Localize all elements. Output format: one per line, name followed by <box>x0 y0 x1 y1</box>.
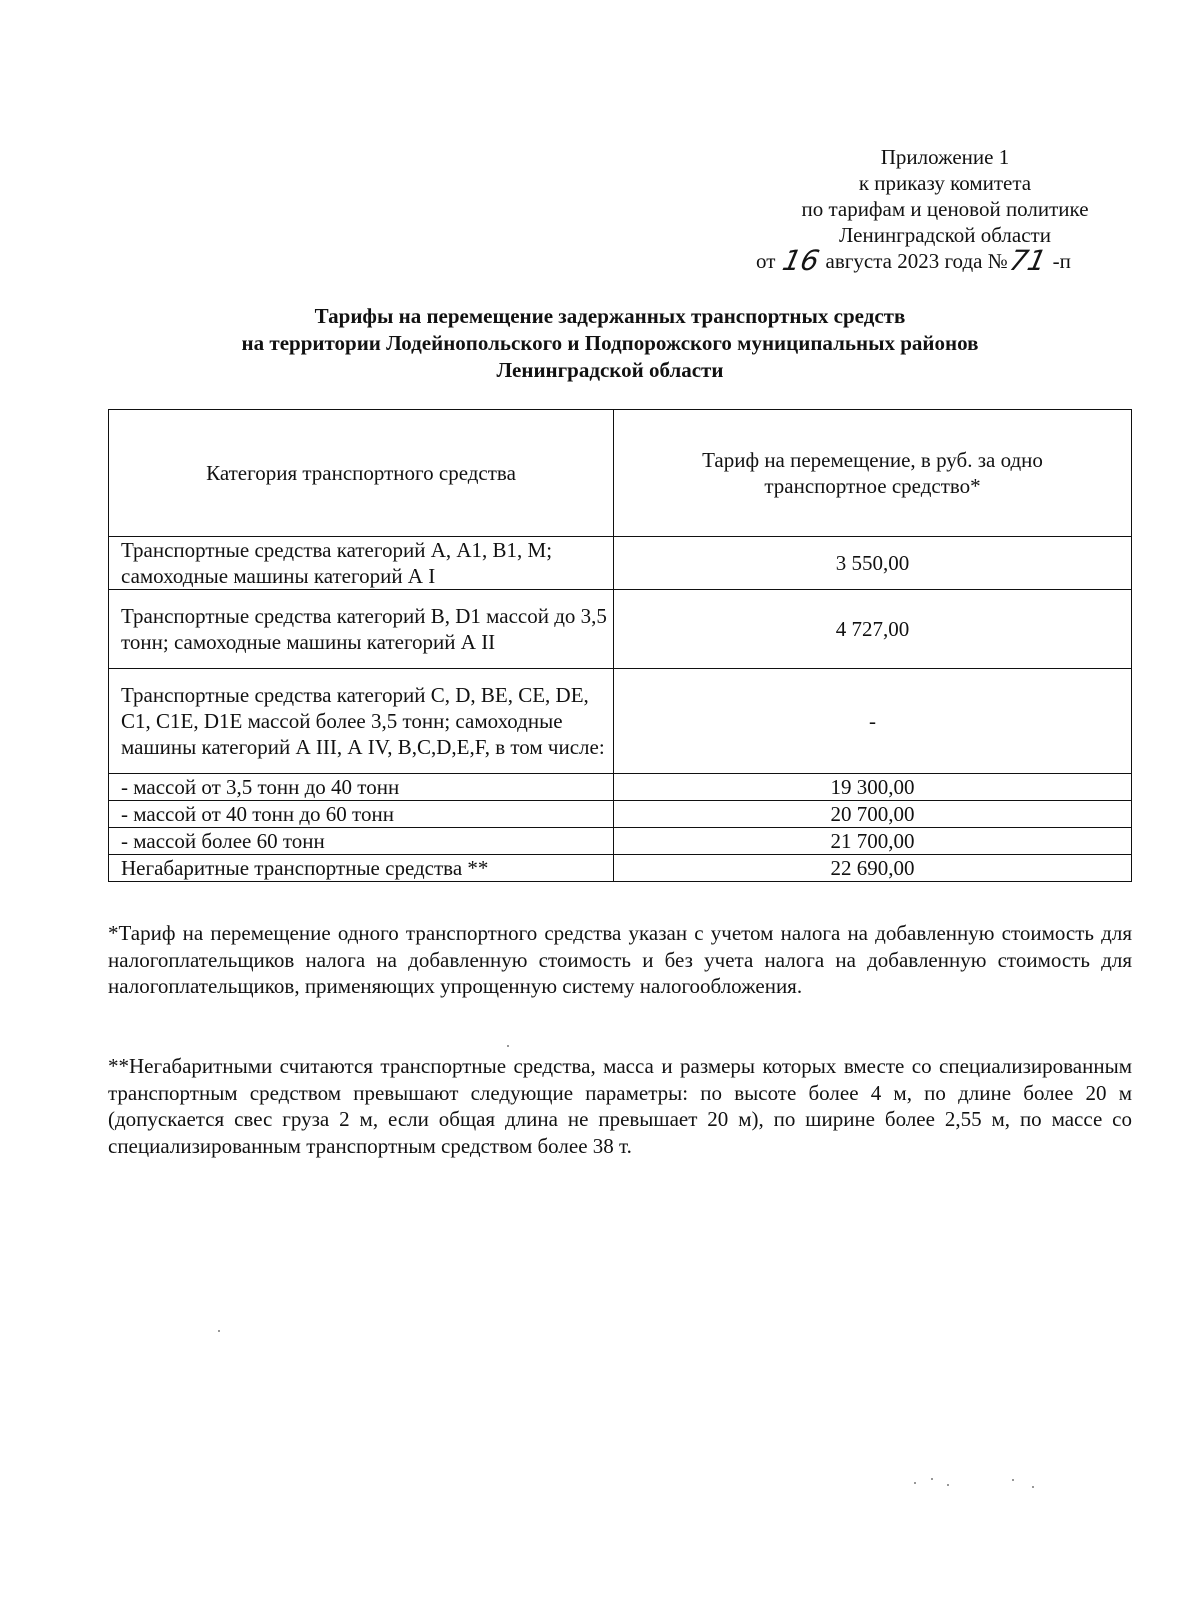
row-category: Транспортные средства категорий А, А1, В1, М; самоходные машины категорий А I <box>109 537 614 590</box>
scan-speck <box>218 1330 220 1332</box>
table-header-row <box>109 410 1132 537</box>
row-tariff: 4 727,00 <box>614 590 1132 669</box>
row-category: Транспортные средства категорий В, D1 массой до 3,5 тонн; самоходные машины категорий А II <box>109 590 614 669</box>
row-tariff: 3 550,00 <box>614 537 1132 590</box>
row-tariff: 21 700,00 <box>614 828 1132 855</box>
order-date-number <box>756 244 1130 277</box>
table-row <box>109 537 1132 590</box>
scan-speck <box>931 1478 933 1480</box>
scan-speck <box>914 1482 916 1484</box>
tariff-table <box>108 409 1132 882</box>
appendix-reference: к приказу комитета <box>858 171 1032 195</box>
row-category: Транспортные средства категорий С, D, ВЕ, СЕ, DE, C1, C1E, D1E массой более 3,5 тонн; самоходные машины категорий А III, А IV, В,С,D,Е,F, в том числе: <box>109 669 614 774</box>
table-row <box>109 774 1132 801</box>
scan-speck <box>507 1045 509 1047</box>
scan-speck <box>1012 1479 1014 1481</box>
row-tariff: 19 300,00 <box>614 774 1132 801</box>
appendix-title: Приложение 1 <box>880 145 1010 169</box>
appendix-header <box>756 144 1130 277</box>
footnote-oversize: **Негабаритными считаются транспортные средства, масса и размеры которых вместе со специализированным транспортным средством превышают следующие параметры: по высоте более 4 м, по длине более 20 м (допускается свес груза 2 м, если общая длина не превышает 20 м), по ширине более 2,55 м, по массе со специализированным транспортным средством более 38 т. <box>108 1054 1132 1158</box>
title-line-1: Тарифы на перемещение задержанных транспортных средств <box>314 304 906 328</box>
row-category: - массой от 3,5 тонн до 40 тонн <box>109 774 614 801</box>
appendix-committee: по тарифам и ценовой политике <box>801 197 1089 221</box>
order-prefix: от <box>756 249 776 273</box>
scan-speck <box>1032 1486 1034 1488</box>
table-row <box>109 590 1132 669</box>
appendix-region: Ленинградской области <box>839 223 1051 247</box>
table-row <box>109 801 1132 828</box>
table-row <box>109 855 1132 882</box>
order-month-year: августа 2023 года № <box>825 249 1008 273</box>
handwritten-number: 71 <box>1006 244 1050 277</box>
header-tariff: Тариф на перемещение, в руб. за одно транспортное средство* <box>614 410 1132 537</box>
row-tariff: - <box>614 669 1132 774</box>
row-tariff: 20 700,00 <box>614 801 1132 828</box>
handwritten-day: 16 <box>779 244 822 277</box>
title-line-2: на территории Лодейнопольского и Подпорожского муниципальных районов <box>241 331 979 355</box>
header-category: Категория транспортного средства <box>109 410 614 537</box>
title-line-3: Ленинградской области <box>496 358 724 382</box>
table-row <box>109 669 1132 774</box>
table-row <box>109 828 1132 855</box>
order-suffix: -п <box>1052 249 1071 273</box>
footnote-vat: *Тариф на перемещение одного транспортного средства указан с учетом налога на добавленную стоимость для налогоплательщиков налога на добавленную стоимость и без учета налога на добавленную стоимость для налогоплательщиков, применяющих упрощенную систему налогообложения. <box>108 921 1132 998</box>
scan-speck <box>947 1484 949 1486</box>
row-tariff: 22 690,00 <box>614 855 1132 882</box>
row-category: Негабаритные транспортные средства ** <box>109 855 614 882</box>
document-title <box>110 303 1110 384</box>
row-category: - массой от 40 тонн до 60 тонн <box>109 801 614 828</box>
row-category: - массой более 60 тонн <box>109 828 614 855</box>
